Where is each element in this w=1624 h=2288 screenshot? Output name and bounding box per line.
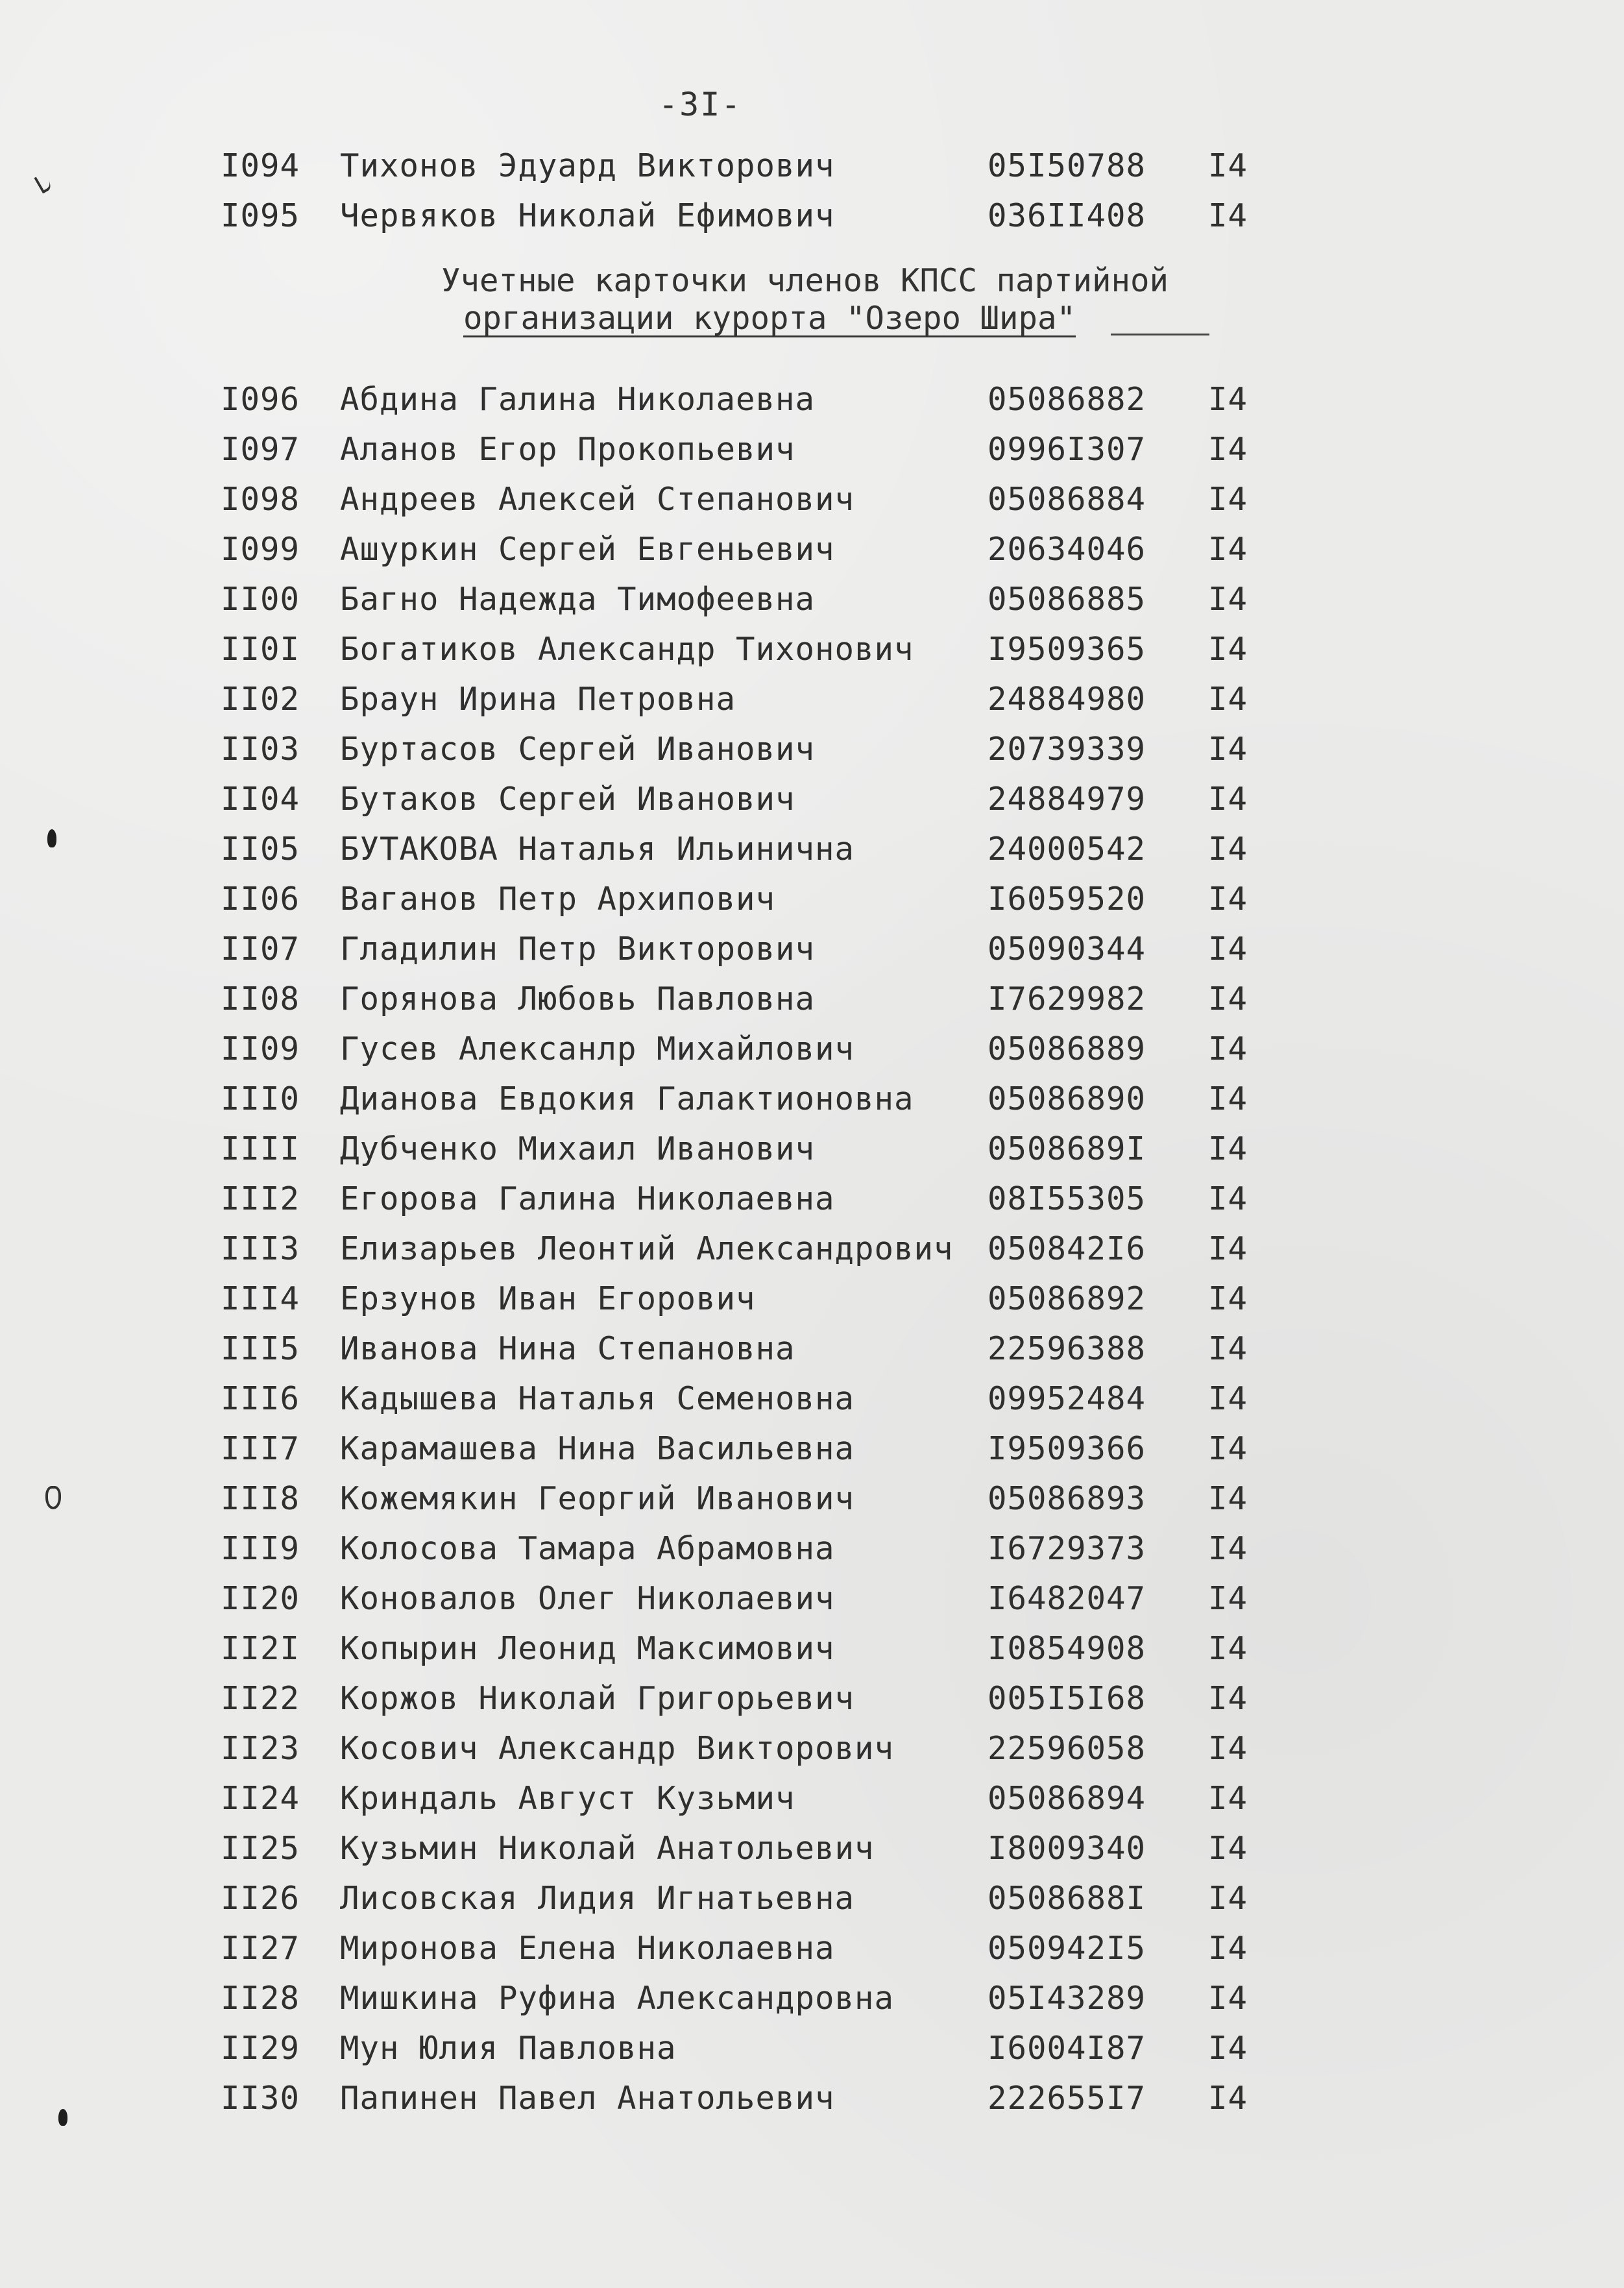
shelf-code: I4 (1208, 1880, 1248, 1917)
person-name: Елизарьев Леонтий Александрович (340, 1230, 954, 1267)
table-row (0, 1729, 1624, 1769)
person-name: Папинен Павел Анатольевич (340, 2080, 835, 2117)
person-name: Гусев Алексанлр Михайлович (340, 1030, 855, 1067)
entry-number: II0I (221, 631, 300, 668)
shelf-code: I4 (1208, 931, 1248, 968)
entry-number: I099 (221, 531, 300, 568)
person-name: Колосова Тамара Абрамовна (340, 1530, 835, 1567)
person-name: Богатиков Александр Тихонович (340, 631, 914, 668)
table-row (0, 929, 1624, 969)
table-row (0, 1129, 1624, 1169)
entry-number: II25 (221, 1830, 300, 1867)
shelf-code: I4 (1208, 831, 1248, 868)
table-row (0, 1579, 1624, 1619)
table-row (0, 1429, 1624, 1469)
card-code: 09952484 (988, 1380, 1146, 1417)
entry-number: I096 (221, 381, 300, 418)
card-code: 05090344 (988, 931, 1146, 968)
table-row (0, 1479, 1624, 1519)
card-code: 0508689I (988, 1130, 1146, 1167)
shelf-code: I4 (1208, 980, 1248, 1017)
entry-number: II08 (221, 980, 300, 1017)
entry-number: II29 (221, 2030, 300, 2067)
table-row (0, 2078, 1624, 2119)
card-code: 05086893 (988, 1480, 1146, 1517)
table-row (0, 1329, 1624, 1369)
table-row (0, 729, 1624, 770)
heading-line-2: организации курорта "Озеро Шира" (463, 300, 1076, 337)
entry-number: II30 (221, 2080, 300, 2117)
shelf-code: I4 (1208, 1180, 1248, 1217)
person-name: Ашуркин Сергей Евгеньевич (340, 531, 835, 568)
table-row (0, 1029, 1624, 1069)
table-row (0, 146, 1624, 186)
table-row (0, 1679, 1624, 1719)
card-code: 036II408 (988, 197, 1146, 234)
person-name: Червяков Николай Ефимович (340, 197, 835, 234)
card-code: 05086892 (988, 1280, 1146, 1317)
card-code: 05I50788 (988, 147, 1146, 184)
entry-number: III3 (221, 1230, 300, 1267)
card-code: I7629982 (988, 980, 1146, 1017)
card-code: 20634046 (988, 531, 1146, 568)
entry-number: III0 (221, 1080, 300, 1117)
entry-number: III6 (221, 1380, 300, 1417)
person-name: Косович Александр Викторович (340, 1730, 895, 1767)
entry-number: III9 (221, 1530, 300, 1567)
card-code: 08I55305 (988, 1180, 1146, 1217)
card-code: 24884980 (988, 681, 1146, 718)
entry-number: II02 (221, 681, 300, 718)
card-code: I9509365 (988, 631, 1146, 668)
shelf-code: I4 (1208, 197, 1248, 234)
shelf-code: I4 (1208, 881, 1248, 918)
shelf-code: I4 (1208, 1930, 1248, 1967)
table-row (0, 879, 1624, 919)
card-code: I9509366 (988, 1430, 1146, 1467)
entry-number: III8 (221, 1480, 300, 1517)
entry-number: II00 (221, 581, 300, 618)
card-code: 0508688I (988, 1880, 1146, 1917)
entry-number: I095 (221, 197, 300, 234)
entry-number: I098 (221, 481, 300, 518)
entry-number: II09 (221, 1030, 300, 1067)
card-code: I8009340 (988, 1830, 1146, 1867)
heading-line-1: Учетные карточки членов КПСС партийной (441, 262, 1169, 299)
card-code: 05086894 (988, 1780, 1146, 1817)
entry-number: IIII (221, 1130, 300, 1167)
person-name: Буртасов Сергей Иванович (340, 731, 816, 768)
person-name: Аланов Егор Прокопьевич (340, 431, 795, 468)
entry-number: II06 (221, 881, 300, 918)
card-code: 05086884 (988, 481, 1146, 518)
card-code: 05086882 (988, 381, 1146, 418)
shelf-code: I4 (1208, 1680, 1248, 1717)
ink-mark-2 (47, 829, 56, 847)
table-row (0, 196, 1624, 236)
shelf-code: I4 (1208, 2080, 1248, 2117)
shelf-code: I4 (1208, 1530, 1248, 1567)
entry-number: II20 (221, 1580, 300, 1617)
shelf-code: I4 (1208, 1130, 1248, 1167)
card-code: I0854908 (988, 1630, 1146, 1667)
person-name: Кадышева Наталья Семеновна (340, 1380, 855, 1417)
entry-number: II04 (221, 781, 300, 818)
person-name: Егорова Галина Николаевна (340, 1180, 835, 1217)
shelf-code: I4 (1208, 531, 1248, 568)
ink-mark-4 (58, 2109, 67, 2126)
table-row (0, 1079, 1624, 1119)
entry-number: II03 (221, 731, 300, 768)
person-name: Ерзунов Иван Егорович (340, 1280, 756, 1317)
shelf-code: I4 (1208, 2030, 1248, 2067)
person-name: Коновалов Олег Николаевич (340, 1580, 835, 1617)
table-row (0, 1978, 1624, 2019)
table-row (0, 480, 1624, 520)
shelf-code: I4 (1208, 381, 1248, 418)
shelf-code: I4 (1208, 681, 1248, 718)
table-row (0, 1779, 1624, 1819)
card-code: 222655I7 (988, 2080, 1146, 2117)
shelf-code: I4 (1208, 781, 1248, 818)
person-name: БУТАКОВА Наталья Ильинична (340, 831, 855, 868)
entry-number: II28 (221, 1980, 300, 2017)
table-row (0, 1279, 1624, 1319)
card-code: I6059520 (988, 881, 1146, 918)
person-name: Миронова Елена Николаевна (340, 1930, 835, 1967)
entry-number: II26 (221, 1880, 300, 1917)
entry-number: II24 (221, 1780, 300, 1817)
card-code: 050942I5 (988, 1930, 1146, 1967)
person-name: Абдина Галина Николаевна (340, 381, 816, 418)
person-name: Дианова Евдокия Галактионовна (340, 1080, 914, 1117)
table-row (0, 1529, 1624, 1569)
entry-number: III7 (221, 1430, 300, 1467)
table-row (0, 1929, 1624, 1969)
entry-number: II2I (221, 1630, 300, 1667)
table-row (0, 1629, 1624, 1669)
table-row (0, 430, 1624, 470)
person-name: Коржов Николай Григорьевич (340, 1680, 855, 1717)
shelf-code: I4 (1208, 581, 1248, 618)
card-code: 05I43289 (988, 1980, 1146, 2017)
person-name: Иванова Нина Степановна (340, 1330, 795, 1367)
shelf-code: I4 (1208, 1480, 1248, 1517)
table-row (0, 629, 1624, 670)
shelf-code: I4 (1208, 1780, 1248, 1817)
shelf-code: I4 (1208, 431, 1248, 468)
entry-number: III2 (221, 1180, 300, 1217)
entry-number: II27 (221, 1930, 300, 1967)
table-row (0, 779, 1624, 820)
entry-number: II07 (221, 931, 300, 968)
shelf-code: I4 (1208, 481, 1248, 518)
table-row (0, 529, 1624, 570)
person-name: Браун Ирина Петровна (340, 681, 736, 718)
shelf-code: I4 (1208, 1980, 1248, 2017)
person-name: Копырин Леонид Максимович (340, 1630, 835, 1667)
shelf-code: I4 (1208, 1580, 1248, 1617)
person-name: Кузьмин Николай Анатольевич (340, 1830, 875, 1867)
card-code: I6004I87 (988, 2030, 1146, 2067)
card-code: 22596058 (988, 1730, 1146, 1767)
table-row (0, 679, 1624, 720)
shelf-code: I4 (1208, 631, 1248, 668)
shelf-code: I4 (1208, 1730, 1248, 1767)
card-code: I6729373 (988, 1530, 1146, 1567)
shelf-code: I4 (1208, 731, 1248, 768)
shelf-code: I4 (1208, 1430, 1248, 1467)
table-row (0, 1229, 1624, 1269)
person-name: Кожемякин Георгий Иванович (340, 1480, 855, 1517)
shelf-code: I4 (1208, 1380, 1248, 1417)
shelf-code: I4 (1208, 1080, 1248, 1117)
entry-number: II05 (221, 831, 300, 868)
person-name: Ваганов Петр Архипович (340, 881, 776, 918)
person-name: Мун Юлия Павловна (340, 2030, 677, 2067)
shelf-code: I4 (1208, 1330, 1248, 1367)
shelf-code: I4 (1208, 1630, 1248, 1667)
shelf-code: I4 (1208, 147, 1248, 184)
person-name: Криндаль Август Кузьмич (340, 1780, 795, 1817)
shelf-code: I4 (1208, 1830, 1248, 1867)
card-code: 22596388 (988, 1330, 1146, 1367)
person-name: Мишкина Руфина Александровна (340, 1980, 895, 2017)
card-code: I6482047 (988, 1580, 1146, 1617)
page-number: -3I- (659, 86, 742, 123)
table-row (0, 1879, 1624, 1919)
card-code: 05086890 (988, 1080, 1146, 1117)
entry-number: I094 (221, 147, 300, 184)
table-row (0, 1179, 1624, 1219)
shelf-code: I4 (1208, 1280, 1248, 1317)
entry-number: III5 (221, 1330, 300, 1367)
person-name: Горянова Любовь Павловна (340, 980, 816, 1017)
entry-number: II23 (221, 1730, 300, 1767)
section-heading (441, 262, 1207, 337)
card-code: 24000542 (988, 831, 1146, 868)
table-row (0, 579, 1624, 620)
ink-mark-3 (45, 1486, 61, 1509)
shelf-code: I4 (1208, 1230, 1248, 1267)
table-row (0, 1379, 1624, 1419)
shelf-code: I4 (1208, 1030, 1248, 1067)
card-code: 05086885 (988, 581, 1146, 618)
card-code: 005I5I68 (988, 1680, 1146, 1717)
card-code: 20739339 (988, 731, 1146, 768)
table-row (0, 2028, 1624, 2069)
entry-number: III4 (221, 1280, 300, 1317)
heading-underline (1111, 334, 1209, 335)
person-name: Андреев Алексей Степанович (340, 481, 855, 518)
person-name: Гладилин Петр Викторович (340, 931, 816, 968)
entry-number: II22 (221, 1680, 300, 1717)
table-row (0, 829, 1624, 870)
person-name: Лисовская Лидия Игнатьевна (340, 1880, 855, 1917)
person-name: Бутаков Сергей Иванович (340, 781, 795, 818)
person-name: Багно Надежда Тимофеевна (340, 581, 816, 618)
card-code: 05086889 (988, 1030, 1146, 1067)
person-name: Дубченко Михаил Иванович (340, 1130, 816, 1167)
table-row (0, 1829, 1624, 1869)
table-row (0, 979, 1624, 1019)
card-code: 0996I307 (988, 431, 1146, 468)
card-code: 24884979 (988, 781, 1146, 818)
entry-number: I097 (221, 431, 300, 468)
person-name: Тихонов Эдуард Викторович (340, 147, 835, 184)
card-code: 050842I6 (988, 1230, 1146, 1267)
person-name: Карамашева Нина Васильевна (340, 1430, 855, 1467)
table-row (0, 380, 1624, 420)
